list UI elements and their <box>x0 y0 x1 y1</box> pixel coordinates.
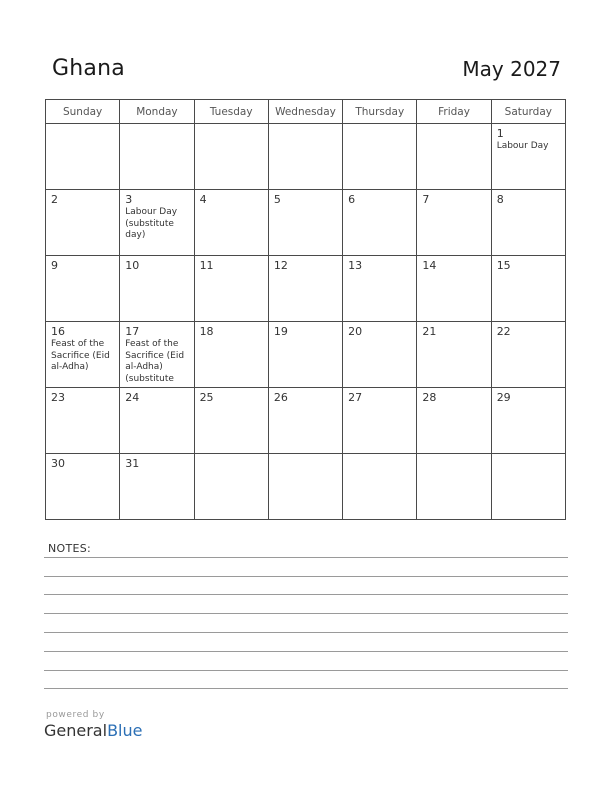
day-cell <box>268 124 342 190</box>
note-line <box>44 670 568 671</box>
day-cell <box>343 256 417 322</box>
day-cell <box>268 256 342 322</box>
day-cell <box>120 124 194 190</box>
day-cell <box>491 388 565 454</box>
day-number: 9 <box>51 259 58 272</box>
day-cell <box>120 322 194 388</box>
holiday-label: Feast of the Sacrifice (Eid al-Adha) <box>51 339 110 372</box>
day-number: 23 <box>51 391 65 404</box>
day-number: 27 <box>348 391 363 404</box>
day-cell <box>491 454 565 520</box>
day-number: 4 <box>199 193 207 206</box>
notes-label: NOTES: <box>48 542 92 555</box>
brand-general: General <box>44 721 108 740</box>
day-cell <box>417 388 491 454</box>
weekday-header: Thursday <box>343 100 417 124</box>
day-cell <box>46 256 120 322</box>
note-line <box>44 613 568 614</box>
day-cell <box>268 322 342 388</box>
weekday-header: Monday <box>120 100 194 124</box>
day-cell <box>417 454 491 520</box>
day-number: 13 <box>348 259 363 272</box>
day-number: 15 <box>496 259 511 272</box>
holiday-label: Labour Day <box>496 141 549 151</box>
brand-blue: Blue <box>107 721 143 740</box>
day-cell <box>120 388 194 454</box>
holiday-label: Feast of the Sacrifice (Eid al-Adha) (substitute <box>125 339 185 384</box>
day-cell <box>343 322 417 388</box>
weekday-header: Tuesday <box>194 100 268 124</box>
calendar-grid <box>45 99 566 520</box>
day-number: 22 <box>496 325 511 338</box>
day-cell <box>120 190 194 256</box>
day-cell <box>268 454 342 520</box>
note-line <box>44 557 568 558</box>
note-line <box>44 688 568 689</box>
day-cell <box>194 124 268 190</box>
holiday-label: Labour Day (substitute day) <box>125 207 178 240</box>
day-cell <box>491 256 565 322</box>
weekday-header: Wednesday <box>268 100 342 124</box>
day-number: 8 <box>496 193 504 206</box>
day-cell <box>268 388 342 454</box>
day-cell <box>417 256 491 322</box>
day-number: 17 <box>125 325 140 338</box>
day-cell <box>46 124 120 190</box>
day-number: 25 <box>199 391 214 404</box>
day-cell <box>343 124 417 190</box>
day-number: 2 <box>51 193 58 206</box>
day-number: 18 <box>199 325 214 338</box>
week-row <box>46 256 566 322</box>
day-cell <box>46 388 120 454</box>
day-cell <box>417 190 491 256</box>
powered-by-text: powered by <box>46 710 105 720</box>
day-number: 28 <box>422 391 437 404</box>
day-cell <box>491 190 565 256</box>
day-cell <box>343 388 417 454</box>
week-row <box>46 190 566 256</box>
note-line <box>44 651 568 652</box>
day-number: 19 <box>273 325 288 338</box>
day-cell <box>417 322 491 388</box>
day-cell <box>417 124 491 190</box>
day-cell <box>343 190 417 256</box>
day-number: 30 <box>51 457 65 470</box>
day-cell <box>194 322 268 388</box>
day-number: 14 <box>422 259 437 272</box>
day-cell <box>268 190 342 256</box>
day-number: 12 <box>273 259 288 272</box>
day-cell <box>120 256 194 322</box>
day-number: 3 <box>125 193 133 206</box>
day-number: 24 <box>125 391 140 404</box>
weekday-header-row <box>46 100 566 124</box>
day-number: 7 <box>422 193 430 206</box>
weekday-header: Sunday <box>46 100 120 124</box>
country-title: Ghana <box>52 56 125 81</box>
day-number: 16 <box>51 325 65 338</box>
day-cell <box>491 124 565 190</box>
day-number: 11 <box>199 259 214 272</box>
note-line <box>44 576 568 577</box>
day-number: 10 <box>125 259 140 272</box>
day-cell <box>194 256 268 322</box>
weekday-header: Friday <box>417 100 491 124</box>
day-cell <box>120 454 194 520</box>
note-line <box>44 632 568 633</box>
week-row <box>46 454 566 520</box>
week-row <box>46 388 566 454</box>
day-number: 21 <box>422 325 437 338</box>
day-number: 26 <box>273 391 288 404</box>
day-number: 31 <box>125 457 140 470</box>
day-cell <box>46 190 120 256</box>
weekday-header: Saturday <box>491 100 565 124</box>
month-title: May 2027 <box>462 57 561 81</box>
day-cell <box>194 190 268 256</box>
day-number: 1 <box>496 127 504 140</box>
day-number: 20 <box>348 325 363 338</box>
day-cell <box>46 454 120 520</box>
day-number: 6 <box>348 193 356 206</box>
week-row <box>46 322 566 388</box>
day-cell <box>491 322 565 388</box>
day-cell <box>343 454 417 520</box>
day-cell <box>46 322 120 388</box>
week-row <box>46 124 566 190</box>
brand-logo <box>44 721 142 740</box>
day-cell <box>194 388 268 454</box>
note-line <box>44 594 568 595</box>
day-number: 5 <box>273 193 281 206</box>
day-number: 29 <box>496 391 511 404</box>
day-cell <box>194 454 268 520</box>
